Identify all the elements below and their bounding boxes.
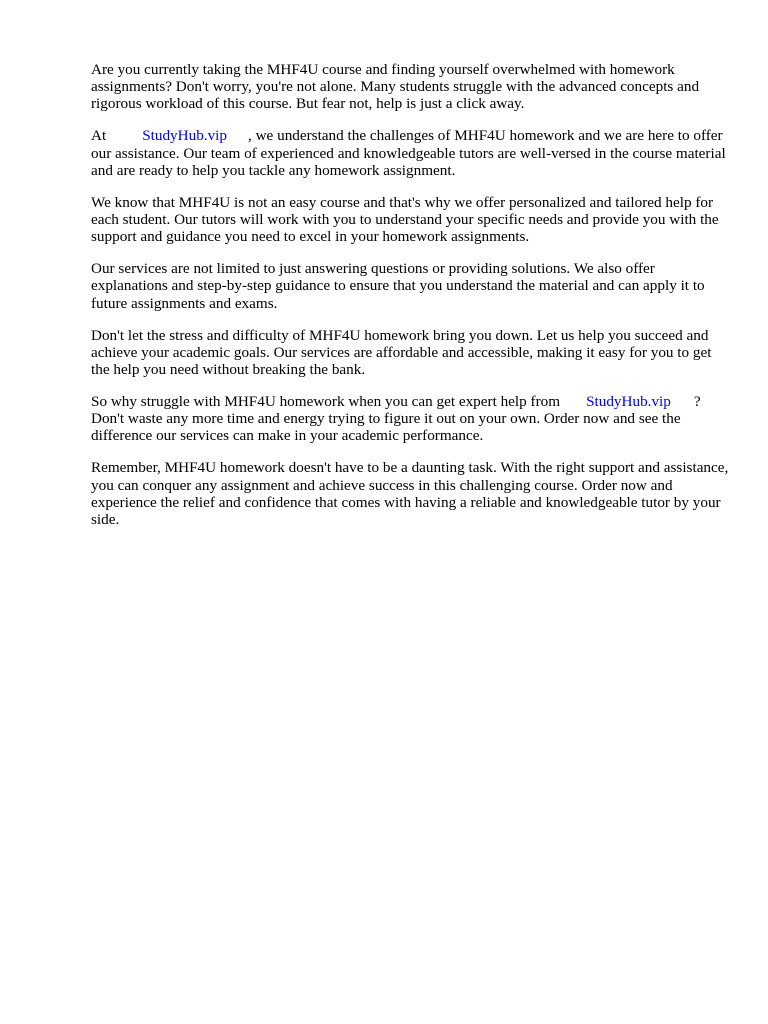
paragraph-closing: Remember, MHF4U homework doesn't have to be a daunting task. With the right support and assistance, you can conquer any assignment and achieve success in this challenging course. Order now and experience the relief and confidence that comes with having a reliable and knowledgeable tutor by your side.: [91, 459, 729, 529]
paragraph-cta-text: ? Don't waste any more time and energy trying to figure it out on your own. Order now and see the difference our services can make in your academic performance.: [91, 393, 701, 445]
paragraph-about: [91, 127, 731, 179]
paragraph-intro: Are you currently taking the MHF4U course and finding yourself overwhelmed with homework assignments? Don't worry, you're not alone. Many students struggle with the advanced concepts and rigorous workload of this course. But fear not, help is just a click away.: [91, 61, 700, 113]
paragraph-about-lead: At: [91, 127, 107, 145]
paragraph-services: Our services are not limited to just answering questions or providing solutions. We also offer explanations and step-by-step guidance to ensure that you understand the material and can apply it to future assignments and exams.: [91, 260, 705, 312]
studyhub-link[interactable]: StudyHub.vip: [142, 127, 227, 145]
studyhub-link[interactable]: StudyHub.vip: [586, 393, 671, 411]
document-body: [91, 61, 731, 543]
paragraph-cta-lead: So why struggle with MHF4U homework when you can get expert help from: [91, 393, 561, 411]
paragraph-personalized: We know that MHF4U is not an easy course and that's why we offer personalized and tailored help for each student. Our tutors will work with you to understand your specific needs and provide you with the support and guidance you need to excel in your homework assignments.: [91, 193, 719, 246]
paragraph-about-text: , we understand the challenges of MHF4U homework and we are here to offer our assistance. Our team of experienced and knowledgeable tutors are well-versed in the course material and are ready to help you tackle any homework assignment.: [91, 127, 726, 179]
paragraph-call-to-action: [91, 393, 731, 445]
paragraph-goals: Don't let the stress and difficulty of MHF4U homework bring you down. Let us help you succeed and achieve your academic goals. Our services are affordable and accessible, making it easy for you to get the help you need without breaking the bank.: [91, 326, 712, 379]
